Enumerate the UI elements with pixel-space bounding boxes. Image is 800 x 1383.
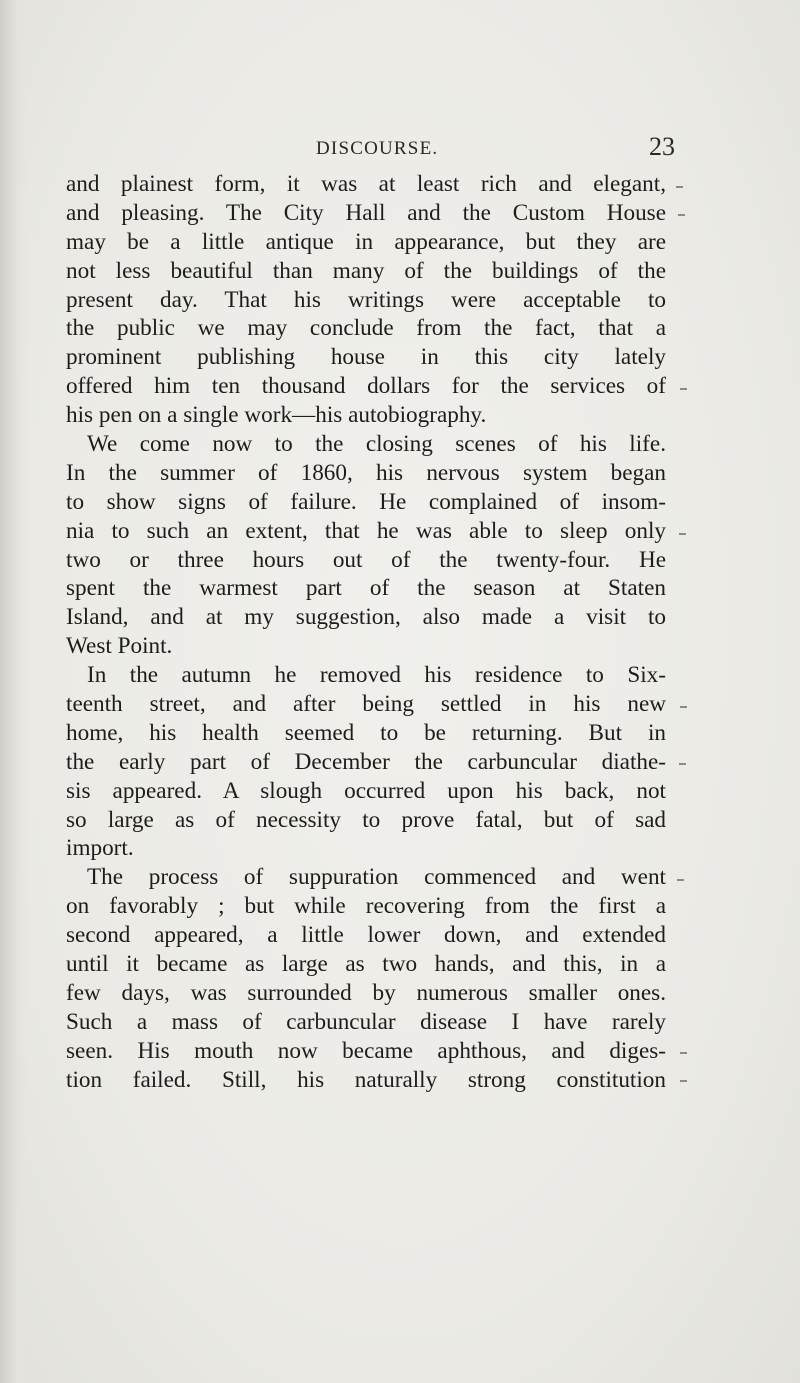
text-line: until it became as large as two hands, and this, in a [66, 951, 666, 978]
text-line: teenth street, and after being settled in his new [66, 691, 666, 718]
text-line: Island, and at my suggestion, also made a visit to [66, 604, 666, 631]
text-line: few days, was surrounded by numerous smaller ones. [66, 979, 666, 1006]
margin-tick [680, 1052, 687, 1054]
text-line: and pleasing. The City Hall and the Custom House [66, 199, 666, 226]
text-line: home, his health seemed to be returning. But in [66, 719, 666, 746]
text-line: Such a mass of carbuncular disease I have rarely [66, 1008, 666, 1035]
page-header [0, 128, 800, 168]
margin-tick [680, 706, 687, 708]
text-line: his pen on a single work—his autobiography. [66, 402, 487, 429]
margin-tick [679, 763, 686, 765]
margin-tick [680, 1080, 687, 1082]
margin-tick [677, 879, 684, 881]
text-line: tion failed. Still, his naturally strong constitution [66, 1066, 666, 1093]
text-line: import. [66, 835, 134, 862]
text-line: so large as of necessity to prove fatal, but of sad [66, 806, 666, 833]
text-line: The process of suppuration commenced and went [87, 864, 666, 891]
margin-tick [680, 388, 687, 390]
text-line: sis appeared. A slough occurred upon his back, not [66, 777, 666, 804]
text-line: to show signs of failure. He complained of insom- [66, 488, 666, 515]
text-line: prominent publishing house in this city lately [66, 344, 666, 371]
text-line: the public we may conclude from the fact, that a [66, 315, 666, 342]
text-line: West Point. [66, 633, 173, 660]
page-number: 23 [649, 132, 675, 161]
margin-tick [679, 533, 686, 535]
text-line: on favorably ; but while recovering from the first a [66, 893, 666, 920]
text-line: may be a little antique in appearance, but they are [66, 228, 666, 255]
text-line: In the autumn he removed his residence to Six- [87, 662, 666, 689]
text-line: not less beautiful than many of the buildings of the [66, 257, 666, 284]
text-line: the early part of December the carbuncular diathe- [66, 748, 666, 775]
text-line: present day. That his writings were acceptable to [66, 286, 666, 313]
text-line: offered him ten thousand dollars for the services of [66, 373, 666, 400]
text-line: second appeared, a little lower down, and extended [66, 922, 666, 949]
text-line: In the summer of 1860, his nervous system began [66, 459, 666, 486]
text-line: spent the warmest part of the season at Staten [66, 575, 666, 602]
margin-tick [678, 214, 685, 216]
text-line: We come now to the closing scenes of his life. [87, 431, 666, 458]
text-line: two or three hours out of the twenty-four. He [66, 546, 666, 573]
text-line: seen. His mouth now became aphthous, and diges- [66, 1037, 666, 1064]
body-text [66, 170, 666, 1095]
margin-tick [676, 186, 683, 188]
binding-shadow [0, 0, 28, 1383]
running-head: DISCOURSE. [316, 138, 439, 159]
text-line: nia to such an extent, that he was able to sleep only [66, 517, 666, 544]
text-line: and plainest form, it was at least rich and elegant, [66, 171, 666, 197]
